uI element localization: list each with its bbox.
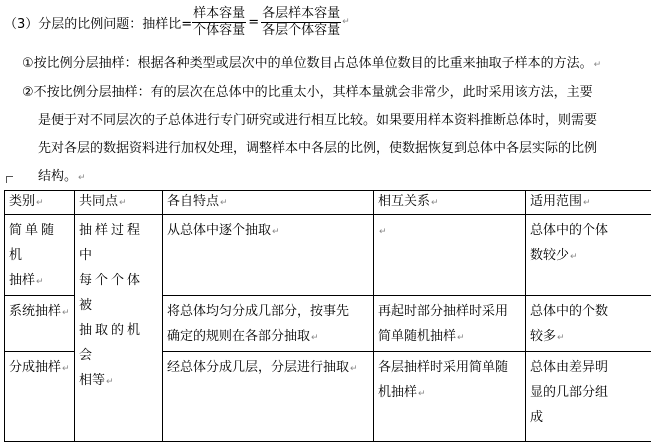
fraction-layer-ratio xyxy=(261,6,341,39)
paragraph-text: 结构。 xyxy=(38,169,77,184)
category-cell: 系统抽样↵ xyxy=(5,296,75,352)
sampling-comparison-table xyxy=(4,190,651,442)
paragraph-mark-icon: ↵ xyxy=(272,227,280,237)
paragraph-proportional xyxy=(22,55,601,74)
paragraph-mark-icon: ↵ xyxy=(457,333,465,343)
paragraph-mark-icon: ↵ xyxy=(78,173,86,183)
paragraph-mark-icon: ↵ xyxy=(431,198,439,208)
relation-cell: 各层抽样时采用简单随 机抽样↵ xyxy=(374,352,526,442)
scope-cell: 总体由差异明 显的几部分组 成 xyxy=(526,352,651,442)
paragraph-mark-icon: ↵ xyxy=(62,364,70,374)
fraction-sample-ratio xyxy=(192,6,246,39)
paragraph-disproportional-line3 xyxy=(38,140,597,158)
paragraph-disproportional-line1 xyxy=(22,84,593,102)
relation-cell xyxy=(374,215,526,296)
equals-sign: = xyxy=(248,15,259,30)
table-header-row xyxy=(5,191,651,215)
fraction-numerator: 各层样本容量 xyxy=(261,6,341,23)
paragraph-mark-icon: ↵ xyxy=(36,277,44,287)
scope-cell: 总体中的个体 数较少↵ xyxy=(526,215,651,296)
paragraph-mark-icon: ↵ xyxy=(557,333,565,343)
paragraph-text: ①按比例分层抽样：根据各种类型或层次中的单位数目占总体单位数目的比重来抽取子样本的方法。 xyxy=(22,56,593,71)
fraction-denominator: 各层个体容量 xyxy=(261,23,341,39)
scope-cell: 总体中的个数 较多↵ xyxy=(526,296,651,352)
category-cell: 分成抽样↵ xyxy=(5,352,75,442)
paragraph-mark-icon: ↵ xyxy=(342,17,350,27)
header-cell-relation: 相互关系↵ xyxy=(374,191,526,215)
table-row-simple-random xyxy=(5,215,651,296)
table-anchor-icon xyxy=(6,176,13,183)
paragraph-mark-icon: ↵ xyxy=(594,60,602,70)
paragraph-mark-icon: ↵ xyxy=(583,198,591,208)
paragraph-mark-icon: ↵ xyxy=(418,389,426,399)
feature-cell: 将总体均匀分成几部分，按事先 确定的规则在各部分抽取↵ xyxy=(163,296,374,352)
category-cell: 简单随机 抽样↵ xyxy=(5,215,75,296)
paragraph-mark-icon: ↵ xyxy=(379,227,387,237)
paragraph-mark-icon: ↵ xyxy=(350,364,358,374)
heading-prefix: （3）分层的比例问题：抽样比= xyxy=(4,13,192,32)
paragraph-mark-icon: ↵ xyxy=(106,377,114,387)
paragraph-mark-icon: ↵ xyxy=(220,198,228,208)
paragraph-text: 是便于对不同层次的子总体进行专门研究或进行相互比较。如果要用样本资料推断总体时，则需要 xyxy=(38,113,597,128)
feature-cell: 经总体分成几层，分层进行抽取↵ xyxy=(163,352,374,442)
paragraph-disproportional-line2 xyxy=(38,112,597,130)
fraction-denominator: 个体容量 xyxy=(192,23,246,39)
fraction-numerator: 样本容量 xyxy=(192,6,246,23)
header-cell-category: 类别↵ xyxy=(5,191,75,215)
header-cell-scope: 适用范围↵ xyxy=(526,191,651,215)
relation-cell: 再起时部分抽样时采用 简单随机抽样↵ xyxy=(374,296,526,352)
paragraph-mark-icon: ↵ xyxy=(62,308,70,318)
paragraph-mark-icon: ↵ xyxy=(311,333,319,343)
paragraph-mark-icon: ↵ xyxy=(36,198,44,208)
paragraph-mark-icon: ↵ xyxy=(119,198,127,208)
paragraph-disproportional-line4 xyxy=(38,168,86,187)
header-cell-common: 共同点↵ xyxy=(75,191,163,215)
header-cell-features: 各自特点↵ xyxy=(163,191,374,215)
section-heading xyxy=(4,2,350,42)
paragraph-text: ②不按比例分层抽样：有的层次在总体中的比重太小，其样本量就会非常少，此时采用该方法，主要 xyxy=(22,85,593,100)
paragraph-text: 先对各层的数据资料进行加权处理，调整样本中各层的比例，使数据恢复到总体中各层实际的比例 xyxy=(38,141,597,156)
common-point-cell: 抽样过程中 每个个体被 抽取的机会 相等↵ xyxy=(75,215,163,442)
feature-cell: 从总体中逐个抽取↵ xyxy=(163,215,374,296)
paragraph-mark-icon: ↵ xyxy=(570,252,578,262)
